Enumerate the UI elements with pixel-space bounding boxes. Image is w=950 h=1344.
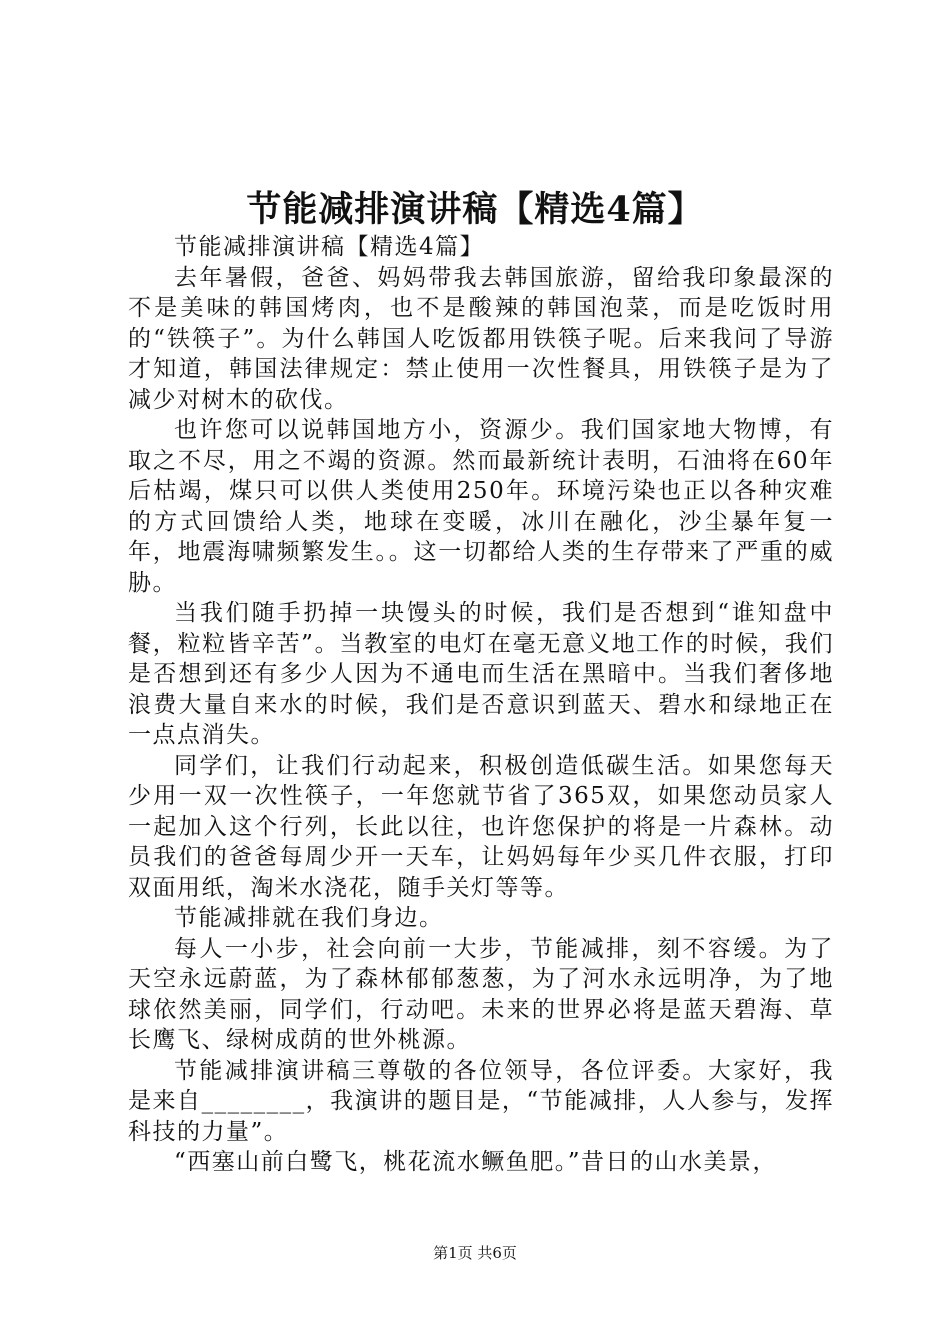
paragraph-7: 每人一小步，社会向前一大步，节能减排，刻不容缓。为了天空永远蔚蓝，为了森林郁郁葱葱，为了河水永远明净，为了地球依然美丽，同学们，行动吧。未来的世界必将是蓝天碧海、草长鹰飞、绿树成荫的世外桃源。: [128, 935, 834, 1053]
paragraph-6: 节能减排就在我们身边。: [174, 905, 444, 931]
paragraph-8: 节能减排演讲稿三尊敬的各位领导，各位评委。大家好，我是来自________，我演讲的题目是，“节能减排，人人参与，发挥科技的力量”。: [128, 1057, 834, 1145]
paragraph-1: 节能减排演讲稿【精选4篇】: [174, 234, 485, 260]
document-title: 节能减排演讲稿【精选4篇】: [246, 189, 704, 230]
paragraph-9: “西塞山前白鹭飞，桃花流水鳜鱼肥。”昔日的山水美景，: [174, 1149, 778, 1175]
paragraph-5: 同学们，让我们行动起来，积极创造低碳生活。如果您每天少用一双一次性筷子，一年您就节省了365双，如果您动员家人一起加入这个行列，长此以往，也许您保护的将是一片森林。动员我们的爸爸每周少开一天车，让妈妈每年少买几件衣服，打印双面用纸，淘米水浇花，随手关灯等等。: [128, 752, 834, 901]
page-footer: 第1页 共6页: [433, 1244, 517, 1262]
document-body: [128, 232, 834, 1178]
paragraph-4: 当我们随手扔掉一块馒头的时候，我们是否想到“谁知盘中餐，粒粒皆辛苦”。当教室的电灯在毫无意义地工作的时候，我们是否想到还有多少人因为不通电而生活在黑暗中。当我们奢侈地浪费大量自来水的时候，我们是否意识到蓝天、碧水和绿地正在一点点消失。: [128, 600, 834, 748]
paragraph-3: 也许您可以说韩国地方小，资源少。我们国家地大物博，有取之不尽，用之不竭的资源。然而最新统计表明，石油将在60年后枯竭，煤只可以供人类使用250年。环境污染也正以各种灾难的方式回馈给人类，地球在变暖，冰川在融化，沙尘暴年复一年，地震海啸频繁发生。。这一切都给人类的生存带来了严重的威胁。: [128, 417, 834, 596]
paragraph-2: 去年暑假，爸爸、妈妈带我去韩国旅游，留给我印象最深的不是美味的韩国烤肉，也不是酸辣的韩国泡菜，而是吃饭时用的“铁筷子”。为什么韩国人吃饭都用铁筷子呢。后来我问了导游才知道，韩国法律规定：禁止使用一次性餐具，用铁筷子是为了减少对树木的砍伐。: [128, 264, 834, 413]
